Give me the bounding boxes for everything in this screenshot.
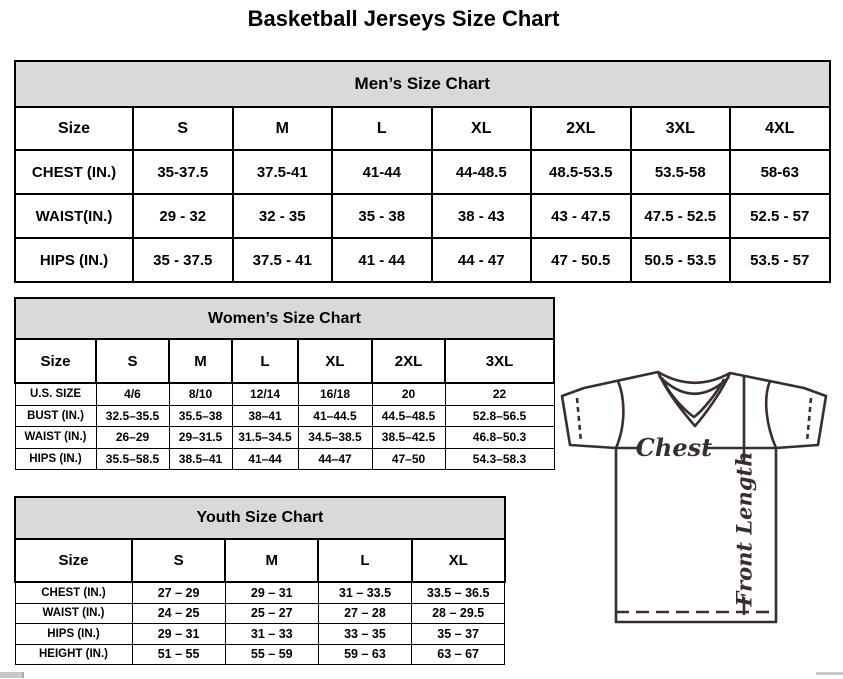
cell: 27 – 29 — [132, 582, 225, 603]
column-header: M — [169, 339, 232, 383]
cell: 24 – 25 — [132, 603, 225, 624]
cell: 52.5 - 57 — [730, 194, 830, 238]
cell: 35 - 37.5 — [133, 238, 233, 282]
cell: 35 - 38 — [332, 194, 432, 238]
cell: 4/6 — [96, 383, 169, 405]
row-label: WAIST (IN.) — [15, 427, 96, 449]
row-label: U.S. SIZE — [15, 383, 96, 405]
cropped-fragment-right — [816, 672, 843, 675]
page-title: Basketball Jerseys Size Chart — [247, 6, 560, 31]
cell: 22 — [445, 383, 554, 405]
column-header: 3XL — [445, 339, 554, 383]
cell: 29–31.5 — [169, 427, 232, 449]
column-header: 4XL — [730, 107, 830, 150]
row-label: HIPS (IN.) — [15, 448, 96, 470]
cell: 33 – 35 — [318, 624, 411, 645]
cell: 35.5–38 — [169, 405, 232, 427]
cell: 35.5–58.5 — [96, 448, 169, 470]
cell: 31 – 33.5 — [318, 582, 411, 603]
table-title-row — [15, 298, 554, 339]
cell: 41–44.5 — [298, 405, 372, 427]
table-title: Youth Size Chart — [15, 497, 505, 539]
mens-size-table — [14, 60, 831, 283]
column-header-row — [15, 107, 830, 150]
table-row — [15, 238, 830, 282]
front-length-label: Front Length — [731, 451, 757, 607]
cell: 20 — [372, 383, 445, 405]
cropped-fragment-left — [0, 672, 24, 678]
size-header-label: Size — [15, 539, 132, 582]
column-header: XL — [432, 107, 532, 150]
cell: 32 - 35 — [233, 194, 333, 238]
column-header: 2XL — [531, 107, 631, 150]
cell: 38 - 43 — [432, 194, 532, 238]
column-header: 2XL — [372, 339, 445, 383]
cell: 44-48.5 — [432, 150, 532, 194]
cell: 37.5-41 — [233, 150, 333, 194]
cell: 53.5 - 57 — [730, 238, 830, 282]
column-header: L — [318, 539, 411, 582]
cell: 48.5-53.5 — [531, 150, 631, 194]
table-title: Women’s Size Chart — [15, 298, 554, 339]
table-row — [15, 582, 505, 603]
table-row — [15, 427, 554, 449]
youth-size-table — [14, 496, 506, 665]
cell: 54.3–58.3 — [445, 448, 554, 470]
cell: 52.8–56.5 — [445, 405, 554, 427]
table-row — [15, 624, 505, 645]
cell: 44.5–48.5 — [372, 405, 445, 427]
jersey-outline — [562, 372, 826, 622]
row-label: CHEST (IN.) — [15, 582, 132, 603]
cell: 29 – 31 — [225, 582, 318, 603]
column-header: L — [232, 339, 298, 383]
cell: 58-63 — [730, 150, 830, 194]
cell: 53.5-58 — [631, 150, 731, 194]
cell: 29 - 32 — [133, 194, 233, 238]
cell: 41-44 — [332, 150, 432, 194]
column-header-row — [15, 539, 505, 582]
cell: 35-37.5 — [133, 150, 233, 194]
cell: 38–41 — [232, 405, 298, 427]
table-title-row — [15, 61, 830, 107]
cell: 33.5 – 36.5 — [412, 582, 505, 603]
cell: 41–44 — [232, 448, 298, 470]
column-header: M — [225, 539, 318, 582]
cell: 31.5–34.5 — [232, 427, 298, 449]
row-label: WAIST (IN.) — [15, 603, 132, 624]
column-header-row — [15, 339, 554, 383]
table-row — [15, 405, 554, 427]
cell: 8/10 — [169, 383, 232, 405]
table-row — [15, 194, 830, 238]
cell: 50.5 - 53.5 — [631, 238, 731, 282]
cell: 26–29 — [96, 427, 169, 449]
row-label: CHEST (IN.) — [15, 150, 133, 194]
cell: 43 - 47.5 — [531, 194, 631, 238]
column-header: S — [132, 539, 225, 582]
cell: 32.5–35.5 — [96, 405, 169, 427]
table-row — [15, 150, 830, 194]
column-header: 3XL — [631, 107, 731, 150]
row-label: BUST (IN.) — [15, 405, 96, 427]
cell: 29 – 31 — [132, 624, 225, 645]
cell: 44 - 47 — [432, 238, 532, 282]
column-header: S — [133, 107, 233, 150]
row-label: HEIGHT (IN.) — [15, 644, 132, 665]
cell: 46.8–50.3 — [445, 427, 554, 449]
womens-size-table — [14, 297, 555, 470]
cell: 37.5 - 41 — [233, 238, 333, 282]
cell: 28 – 29.5 — [412, 603, 505, 624]
cell: 35 – 37 — [412, 624, 505, 645]
row-label: WAIST(IN.) — [15, 194, 133, 238]
table-row — [15, 644, 505, 665]
cell: 44–47 — [298, 448, 372, 470]
cell: 51 – 55 — [132, 644, 225, 665]
column-header: S — [96, 339, 169, 383]
cell: 27 – 28 — [318, 603, 411, 624]
column-header: XL — [298, 339, 372, 383]
cell: 47 - 50.5 — [531, 238, 631, 282]
table-row — [15, 383, 554, 405]
table-row — [15, 603, 505, 624]
table-row — [15, 448, 554, 470]
chest-label: Chest — [635, 433, 713, 462]
column-header: XL — [412, 539, 505, 582]
cell: 47–50 — [372, 448, 445, 470]
row-label: HIPS (IN.) — [15, 238, 133, 282]
cell: 34.5–38.5 — [298, 427, 372, 449]
cell: 25 – 27 — [225, 603, 318, 624]
row-label: HIPS (IN.) — [15, 624, 132, 645]
jersey-measurement-diagram — [552, 363, 836, 625]
column-header: L — [332, 107, 432, 150]
table-title-row — [15, 497, 505, 539]
cell: 16/18 — [298, 383, 372, 405]
cell: 59 – 63 — [318, 644, 411, 665]
cell: 12/14 — [232, 383, 298, 405]
cell: 38.5–41 — [169, 448, 232, 470]
size-header-label: Size — [15, 339, 96, 383]
table-title: Men’s Size Chart — [15, 61, 830, 107]
cell: 41 - 44 — [332, 238, 432, 282]
cell: 38.5–42.5 — [372, 427, 445, 449]
size-header-label: Size — [15, 107, 133, 150]
cell: 31 – 33 — [225, 624, 318, 645]
cell: 55 – 59 — [225, 644, 318, 665]
column-header: M — [233, 107, 333, 150]
cell: 47.5 - 52.5 — [631, 194, 731, 238]
cell: 63 – 67 — [412, 644, 505, 665]
